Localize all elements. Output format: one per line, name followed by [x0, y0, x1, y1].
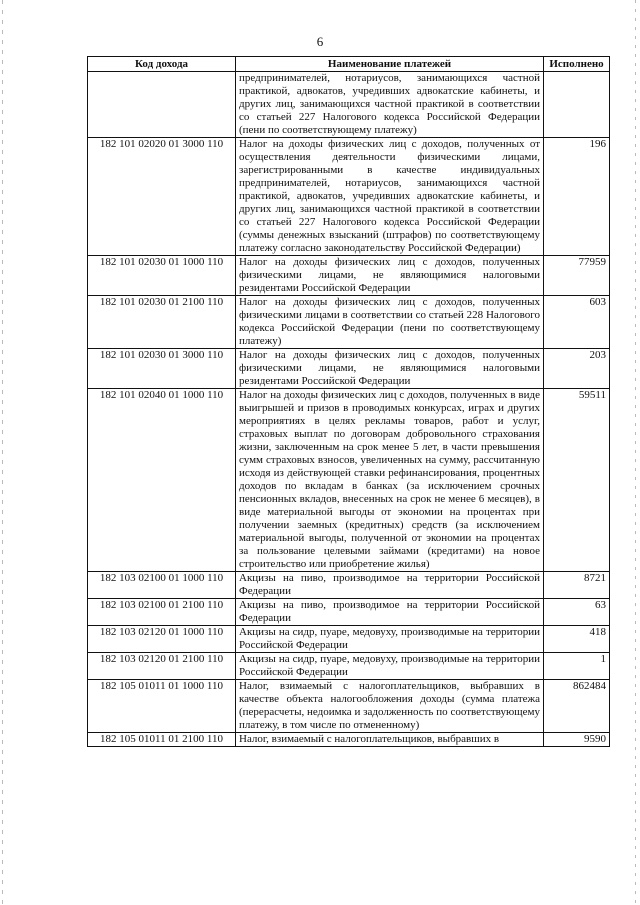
- table-row: [88, 653, 610, 680]
- page-number: 6: [316, 34, 324, 49]
- payment-name: предпринимателей, нотариусов, занимающихся частной практикой, адвокатов, учредивших адвокатские кабинеты, и других лиц, занимающихся частной практикой в соответствии со статьей 227 Налогового кодекса Российской Федерации (пени по соответствующему платежу): [236, 72, 544, 138]
- table-row: [88, 599, 610, 626]
- scan-edge-left: [2, 0, 3, 905]
- table-row: [88, 680, 610, 733]
- header-row: [88, 57, 610, 72]
- scan-edge-right: [635, 0, 636, 905]
- payment-name: Акцизы на сидр, пуаре, медовуху, производимые на территории Российской Федерации: [236, 653, 544, 680]
- executed-amount: 8721: [544, 572, 610, 599]
- executed-amount: 603: [544, 296, 610, 349]
- income-code: 182 103 02100 01 1000 110: [88, 572, 236, 599]
- table-row: [88, 256, 610, 296]
- income-code: 182 105 01011 01 1000 110: [88, 680, 236, 733]
- income-code: 182 105 01011 01 2100 110: [88, 733, 236, 747]
- income-code: [88, 72, 236, 138]
- executed-amount: 196: [544, 138, 610, 256]
- table-row: [88, 296, 610, 349]
- revenue-table: [87, 56, 610, 747]
- table-row: [88, 389, 610, 572]
- payment-name: Налог на доходы физических лиц с доходов, полученных физическими лицами в соответствии со статьей 228 Налогового кодекса Российской Федерации (пени по соответствующему платежу): [236, 296, 544, 349]
- executed-amount: 1: [544, 653, 610, 680]
- executed-amount: 59511: [544, 389, 610, 572]
- table-row: [88, 138, 610, 256]
- executed-amount: 418: [544, 626, 610, 653]
- payment-name: Налог, взимаемый с налогоплательщиков, выбравших в качестве объекта налогообложения доходы (сумма платежа (перерасчеты, недоимка и задолженность по соответствующему платежу, в том числе по отмененному): [236, 680, 544, 733]
- income-code: 182 101 02030 01 3000 110: [88, 349, 236, 389]
- payment-name: Акцизы на сидр, пуаре, медовуху, производимые на территории Российской Федерации: [236, 626, 544, 653]
- payment-name: Акцизы на пиво, производимое на территории Российской Федерации: [236, 572, 544, 599]
- executed-amount: 63: [544, 599, 610, 626]
- income-code: 182 101 02030 01 1000 110: [88, 256, 236, 296]
- income-code: 182 103 02120 01 1000 110: [88, 626, 236, 653]
- income-code: 182 103 02100 01 2100 110: [88, 599, 236, 626]
- income-code: 182 101 02020 01 3000 110: [88, 138, 236, 256]
- income-code: 182 103 02120 01 2100 110: [88, 653, 236, 680]
- table-row: [88, 349, 610, 389]
- payment-name: Налог на доходы физических лиц с доходов, полученных физическими лицами, не являющимися налоговыми резидентами Российской Федерации: [236, 256, 544, 296]
- table-row: [88, 72, 610, 138]
- payment-name: Акцизы на пиво, производимое на территории Российской Федерации: [236, 599, 544, 626]
- header-code: Код дохода: [88, 57, 236, 72]
- table-row: [88, 626, 610, 653]
- income-code: 182 101 02030 01 2100 110: [88, 296, 236, 349]
- table-body: [88, 72, 610, 747]
- header-executed: Исполнено: [544, 57, 610, 72]
- header-name: Наименование платежей: [236, 57, 544, 72]
- payment-name: Налог на доходы физических лиц с доходов, полученных физическими лицами, не являющимися налоговыми резидентами Российской Федерации: [236, 349, 544, 389]
- payment-name: Налог, взимаемый с налогоплательщиков, выбравших в: [236, 733, 544, 747]
- executed-amount: 77959: [544, 256, 610, 296]
- income-code: 182 101 02040 01 1000 110: [88, 389, 236, 572]
- executed-amount: [544, 72, 610, 138]
- executed-amount: 862484: [544, 680, 610, 733]
- table-header: [88, 57, 610, 72]
- table-row: [88, 572, 610, 599]
- executed-amount: 203: [544, 349, 610, 389]
- payment-name: Налог на доходы физических лиц с доходов, полученных от осуществления деятельности физическими лицами, зарегистрированными в качестве индивидуальных предпринимателей, нотариусов, занимающихся частной практикой, адвокатов, учредивших адвокатские кабинеты, и других лиц, занимающихся частной практикой в соответствии со статьей 227 Налогового кодекса Российской Федерации (суммы денежных взысканий (штрафов) по соответствующему платежу согласно законодательству Российской Федерации): [236, 138, 544, 256]
- table-row: [88, 733, 610, 747]
- executed-amount: 9590: [544, 733, 610, 747]
- payment-name: Налог на доходы физических лиц с доходов, полученных в виде выигрышей и призов в проводимых конкурсах, играх и других мероприятиях в целях рекламы товаров, работ и услуг, страховых выплат по договорам добровольного страхования жизни, заключенным на срок менее 5 лет, в части превышения сумм страховых взносов, увеличенных на сумму, рассчитанную исходя из действующей ставки рефинансирования, процентных доходов по вкладам в банках (за исключением срочных пенсионных вкладов, внесенных на срок не менее 6 месяцев), в виде материальной выгоды от экономии на процентах при получении заемных (кредитных) средств (за исключением материальной выгоды, полученной от экономии на процентах за пользование целевыми займами (кредитами) на новое строительство или приобретение жилья): [236, 389, 544, 572]
